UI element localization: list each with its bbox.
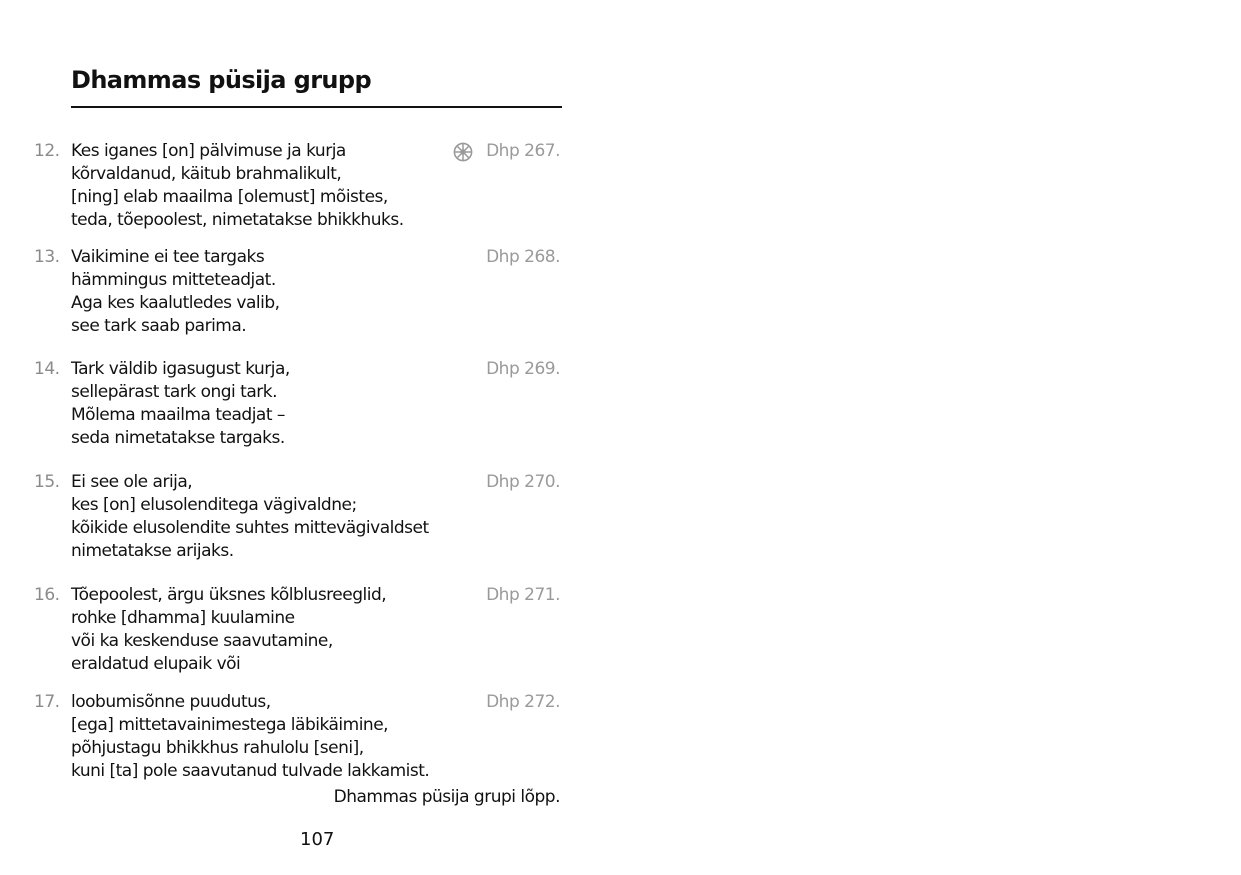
verse-text (71, 246, 471, 338)
verse-17 (0, 691, 562, 786)
page-number: 107 (300, 829, 335, 850)
verse-reference: Dhp 269. (486, 359, 560, 379)
verse-text (71, 471, 471, 563)
verse-line: või ka keskenduse saavutamine, (71, 631, 333, 651)
group-closing-note: Dhammas püsija grupi lõpp. (333, 787, 560, 807)
title-rule (71, 106, 562, 108)
verse-line: see tark saab parima. (71, 316, 247, 336)
verse-line: nimetatakse arijaks. (71, 541, 234, 561)
page-title: Dhammas püsija grupp (71, 66, 372, 94)
verse-line: Vaikimine ei tee targaks (71, 247, 265, 267)
verse-reference: Dhp 270. (486, 472, 560, 492)
verse-15 (0, 471, 562, 566)
verse-number: 14. (34, 359, 60, 379)
verse-number: 16. (34, 585, 60, 605)
verse-line: Aga kes kaalutledes valib, (71, 293, 280, 313)
verse-line: Ei see ole arija, (71, 472, 193, 492)
verse-line: Tõepoolest, ärgu üksnes kõlblusreeglid, (71, 585, 387, 605)
verse-text (71, 691, 471, 783)
verse-reference: Dhp 271. (486, 585, 560, 605)
verse-number: 13. (34, 247, 60, 267)
verse-14 (0, 358, 562, 453)
verse-text (71, 140, 471, 232)
verse-line: seda nimetatakse targaks. (71, 428, 285, 448)
verse-number: 15. (34, 472, 60, 492)
verse-line: kes [on] elusolenditega vägivaldne; (71, 495, 357, 515)
verse-line: rohke [dhamma] kuulamine (71, 608, 295, 628)
verse-number: 12. (34, 141, 60, 161)
verse-reference: Dhp 267. (486, 141, 560, 161)
verse-reference: Dhp 268. (486, 247, 560, 267)
verse-line: loobumisõnne puudutus, (71, 692, 271, 712)
verse-text (71, 584, 471, 676)
verse-line: teda, tõepoolest, nimetatakse bhikkhuks. (71, 210, 404, 230)
verse-12 (0, 140, 562, 235)
verse-reference: Dhp 272. (486, 692, 560, 712)
verse-line: põhjustagu bhikkhus rahulolu [seni], (71, 738, 364, 758)
verse-line: [ning] elab maailma [olemust] mõistes, (71, 187, 388, 207)
verse-line: sellepärast tark ongi tark. (71, 382, 277, 402)
verse-16 (0, 584, 562, 679)
verse-line: Mõlema maailma teadjat – (71, 405, 285, 425)
verse-13 (0, 246, 562, 341)
verse-line: Kes iganes [on] pälvimuse ja kurja (71, 141, 346, 161)
verse-line: Tark väldib igasugust kurja, (71, 359, 290, 379)
verse-line: eraldatud elupaik või (71, 654, 241, 674)
verse-line: kõrvaldanud, käitub brahmalikult, (71, 164, 342, 184)
verse-line: kuni [ta] pole saavutanud tulvade lakkamist. (71, 761, 430, 781)
verse-text (71, 358, 471, 450)
verse-line: kõikide elusolendite suhtes mittevägivaldset (71, 518, 429, 538)
verse-number: 17. (34, 692, 60, 712)
verse-line: [ega] mittetavainimestega läbikäimine, (71, 715, 389, 735)
verse-line: hämmingus mitteteadjat. (71, 270, 276, 290)
